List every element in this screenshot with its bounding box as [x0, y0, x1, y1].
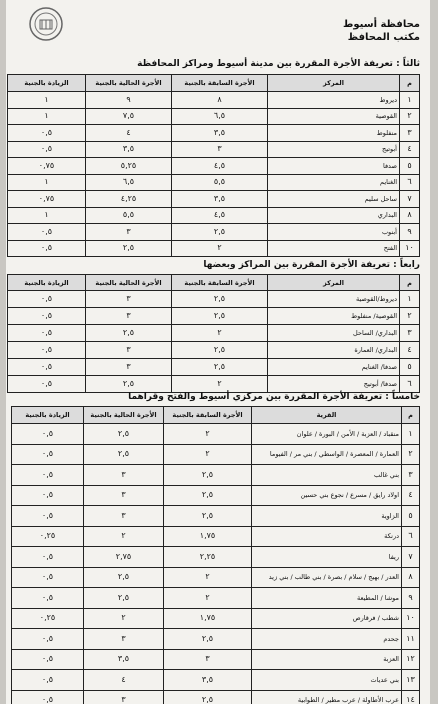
cell-row-number: ٦: [400, 174, 420, 191]
table-row: [12, 649, 420, 670]
cell-current-fare: ٢,٥: [86, 376, 172, 393]
governorate-name: محافظة أسيوط: [343, 19, 420, 30]
cell-previous-fare: ٢,٥: [164, 465, 252, 486]
cell-current-fare: ٣: [84, 485, 164, 506]
cell-name: صدفا: [268, 158, 400, 175]
cell-current-fare: ٢,٥: [84, 567, 164, 588]
cell-previous-fare: ٢,٥: [172, 342, 268, 359]
cell-current-fare: ٢: [84, 608, 164, 629]
cell-name: درنكة: [252, 526, 402, 547]
cell-increase: ٠,٥: [12, 485, 84, 506]
cell-current-fare: ٢,٥: [84, 444, 164, 465]
cell-name: بني غالب: [252, 465, 402, 486]
cell-previous-fare: ٢: [164, 444, 252, 465]
column-header-row-number: م: [400, 75, 420, 92]
cell-increase: ١: [8, 108, 86, 125]
cell-previous-fare: ٤,٥: [172, 207, 268, 224]
cell-increase: ٠,٥: [12, 629, 84, 650]
cell-previous-fare: ٦,٥: [172, 108, 268, 125]
cell-current-fare: ٧,٥: [86, 108, 172, 125]
cell-increase: ٠,٥: [12, 444, 84, 465]
cell-previous-fare: ٢,٥: [172, 291, 268, 308]
cell-previous-fare: ٣,٥: [164, 670, 252, 691]
table-row: [8, 207, 420, 224]
section-4-title: رابعاً : تعريفة الأجرة المقررة بين المراكز وبعضها: [203, 260, 420, 270]
table-row: [8, 325, 420, 342]
cell-previous-fare: ٢,٥: [172, 359, 268, 376]
cell-current-fare: ٢,٧٥: [84, 547, 164, 568]
cell-current-fare: ٦,٥: [86, 174, 172, 191]
cell-row-number: ١٣: [402, 670, 420, 691]
cell-previous-fare: ٣: [164, 649, 252, 670]
column-header-name: القرية: [252, 407, 402, 424]
table-row: [12, 690, 420, 704]
cell-name: ديروط: [268, 92, 400, 109]
column-header-increase: الزيادة بالجنية: [12, 407, 84, 424]
cell-current-fare: ٢,٥: [84, 424, 164, 445]
cell-name: ساحل سليم: [268, 191, 400, 208]
table-row: [8, 158, 420, 175]
cell-row-number: ٩: [402, 588, 420, 609]
cell-current-fare: ٣: [84, 629, 164, 650]
cell-row-number: ١: [400, 92, 420, 109]
column-header-increase: الزيادة بالجنية: [8, 275, 86, 291]
cell-current-fare: ٢,٥: [86, 325, 172, 342]
table-header-row: [8, 75, 420, 92]
cell-name: البداري: [268, 207, 400, 224]
cell-previous-fare: ٢,٢٥: [164, 547, 252, 568]
cell-increase: ١: [8, 174, 86, 191]
table-row: [8, 359, 420, 376]
cell-increase: ٠,٧٥: [8, 158, 86, 175]
cell-previous-fare: ٢: [172, 325, 268, 342]
cell-current-fare: ٢,٥: [84, 588, 164, 609]
cell-current-fare: ٩: [86, 92, 172, 109]
table-row: [8, 224, 420, 241]
cell-name: صدفا/ الغنايم: [268, 359, 400, 376]
cell-name: موشا / المطيعة: [252, 588, 402, 609]
table-row: [12, 670, 420, 691]
cell-name: بني عديات: [252, 670, 402, 691]
table-row: [12, 608, 420, 629]
cell-row-number: ٤: [402, 485, 420, 506]
cell-current-fare: ٣: [86, 308, 172, 325]
cell-increase: ٠,٥: [12, 567, 84, 588]
cell-current-fare: ٣: [86, 224, 172, 241]
cell-name: جحدم: [252, 629, 402, 650]
cell-previous-fare: ٢: [164, 424, 252, 445]
table-row: [12, 444, 420, 465]
cell-row-number: ٤: [400, 342, 420, 359]
cell-increase: ٠,٥: [8, 376, 86, 393]
cell-increase: ٠,٥: [8, 141, 86, 158]
table-row: [12, 629, 420, 650]
column-header-previous-fare: الأجرة السابقة بالجنية: [164, 407, 252, 424]
table-row: [8, 174, 420, 191]
cell-row-number: ١٠: [400, 240, 420, 257]
section-5-title: خامساً : تعريفة الأجرة المقررة بين مركزي أسيوط والفتح وقراهما: [128, 392, 420, 402]
column-header-previous-fare: الأجرة السابقة بالجنية: [172, 275, 268, 291]
table-row: [8, 376, 420, 393]
cell-previous-fare: ٢: [164, 588, 252, 609]
column-header-current-fare: الأجرة الحالية بالجنية: [86, 75, 172, 92]
cell-previous-fare: ٣,٥: [172, 125, 268, 142]
cell-name: صدفا/ أبوتيج: [268, 376, 400, 393]
cell-row-number: ٢: [402, 444, 420, 465]
cell-previous-fare: ٢,٥: [164, 506, 252, 527]
cell-increase: ٠,٥: [8, 224, 86, 241]
cell-previous-fare: ٢,٥: [172, 308, 268, 325]
cell-previous-fare: ٣,٥: [172, 191, 268, 208]
governorate-seal-icon: [28, 6, 64, 42]
cell-name: شطب / فرقارص: [252, 608, 402, 629]
cell-previous-fare: ٢: [172, 240, 268, 257]
table-row: [12, 567, 420, 588]
table-row: [8, 92, 420, 109]
cell-increase: ٠,٥: [8, 325, 86, 342]
table-row: [8, 291, 420, 308]
table-row: [8, 240, 420, 257]
cell-row-number: ١٠: [402, 608, 420, 629]
cell-current-fare: ٥,٢٥: [86, 158, 172, 175]
cell-name: العمارة / المعصرة / الواسطي / بني مر / الفيوما: [252, 444, 402, 465]
table-row: [8, 125, 420, 142]
cell-name: الزاوية: [252, 506, 402, 527]
cell-name: البداري/ العمارة: [268, 342, 400, 359]
cell-previous-fare: ٢,٥: [164, 629, 252, 650]
cell-name: ريفا: [252, 547, 402, 568]
cell-name: اولاد رايق / مسرع / نجوع بني حسين: [252, 485, 402, 506]
column-header-previous-fare: الأجرة السابقة بالجنية: [172, 75, 268, 92]
cell-name: أبوتيج: [268, 141, 400, 158]
cell-row-number: ٤: [400, 141, 420, 158]
column-header-row-number: م: [400, 275, 420, 291]
cell-row-number: ٧: [400, 191, 420, 208]
cell-previous-fare: ٣: [172, 141, 268, 158]
cell-increase: ٠,٧٥: [8, 191, 86, 208]
cell-current-fare: ٣: [86, 291, 172, 308]
table-row: [12, 547, 420, 568]
table-row: [8, 308, 420, 325]
cell-row-number: ٣: [400, 125, 420, 142]
cell-name: العدر / بهيج / سلام / بصرة / بني طالب / بني زيد: [252, 567, 402, 588]
cell-row-number: ١٢: [402, 649, 420, 670]
cell-previous-fare: ٢,٥: [164, 690, 252, 704]
cell-row-number: ٨: [402, 567, 420, 588]
document-page: [6, 0, 430, 704]
column-header-current-fare: الأجرة الحالية بالجنية: [86, 275, 172, 291]
cell-name: أبنوب: [268, 224, 400, 241]
cell-current-fare: ٣: [84, 506, 164, 527]
cell-increase: ٠,٥: [8, 291, 86, 308]
cell-increase: ٠,٥: [12, 424, 84, 445]
cell-row-number: ١٤: [402, 690, 420, 704]
cell-current-fare: ٥,٥: [86, 207, 172, 224]
cell-previous-fare: ٢,٥: [164, 485, 252, 506]
column-header-row-number: م: [402, 407, 420, 424]
cell-increase: ٠,٢٥: [12, 526, 84, 547]
cell-current-fare: ٤: [84, 670, 164, 691]
cell-row-number: ٥: [402, 506, 420, 527]
cell-increase: ٠,٥: [12, 588, 84, 609]
cell-name: منفلوط: [268, 125, 400, 142]
cell-increase: ٠,٥: [12, 649, 84, 670]
column-header-current-fare: الأجرة الحالية بالجنية: [84, 407, 164, 424]
cell-name: ديروط/القوصية: [268, 291, 400, 308]
cell-increase: ٠,٥: [12, 670, 84, 691]
cell-name: عرب الأطاولة / عرب مطير / الطوابية: [252, 690, 402, 704]
cell-increase: ١: [8, 92, 86, 109]
cell-increase: ٠,٥: [12, 690, 84, 704]
cell-current-fare: ٣: [84, 690, 164, 704]
column-header-increase: الزيادة بالجنية: [8, 75, 86, 92]
cell-row-number: ٧: [402, 547, 420, 568]
cell-increase: ٠,٥: [8, 342, 86, 359]
table-header-row: [12, 407, 420, 424]
table-row: [8, 191, 420, 208]
table-row: [8, 141, 420, 158]
cell-row-number: ٢: [400, 308, 420, 325]
cell-row-number: ٨: [400, 207, 420, 224]
cell-row-number: ٥: [400, 158, 420, 175]
cell-previous-fare: ٨: [172, 92, 268, 109]
table-row: [12, 526, 420, 547]
cell-name: الفتح: [268, 240, 400, 257]
table-row: [8, 342, 420, 359]
cell-row-number: ٣: [400, 325, 420, 342]
cell-increase: ٠,٥: [12, 465, 84, 486]
cell-previous-fare: ٢: [172, 376, 268, 393]
cell-current-fare: ٤,٢٥: [86, 191, 172, 208]
cell-current-fare: ٣,٥: [84, 649, 164, 670]
cell-current-fare: ٤: [86, 125, 172, 142]
cell-current-fare: ٢: [84, 526, 164, 547]
cell-previous-fare: ١,٧٥: [164, 526, 252, 547]
cell-increase: ٠,٥: [12, 547, 84, 568]
cell-name: البداري/ الساحل: [268, 325, 400, 342]
cell-current-fare: ٣,٥: [86, 141, 172, 158]
column-header-name: المركز: [268, 275, 400, 291]
cell-previous-fare: ٤,٥: [172, 158, 268, 175]
cell-row-number: ١: [402, 424, 420, 445]
table-row: [12, 485, 420, 506]
cell-name: القوصية/ منفلوط: [268, 308, 400, 325]
cell-row-number: ٣: [402, 465, 420, 486]
cell-row-number: ٦: [400, 376, 420, 393]
cell-increase: ٠,٥: [12, 506, 84, 527]
cell-increase: ٠,٥: [8, 125, 86, 142]
table-row: [12, 506, 420, 527]
cell-row-number: ١١: [402, 629, 420, 650]
cell-current-fare: ٣: [86, 342, 172, 359]
cell-row-number: ٢: [400, 108, 420, 125]
fare-table: [7, 274, 420, 393]
cell-row-number: ٩: [400, 224, 420, 241]
letterhead: [343, 18, 420, 44]
table-row: [12, 424, 420, 445]
cell-previous-fare: ٢: [164, 567, 252, 588]
fare-table: [7, 74, 420, 257]
column-header-name: المركز: [268, 75, 400, 92]
table-row: [8, 108, 420, 125]
cell-increase: ١: [8, 207, 86, 224]
cell-row-number: ١: [400, 291, 420, 308]
cell-name: الغنايم: [268, 174, 400, 191]
cell-row-number: ٦: [402, 526, 420, 547]
cell-current-fare: ٢,٥: [86, 240, 172, 257]
cell-increase: ٠,٥: [8, 359, 86, 376]
cell-name: القوصية: [268, 108, 400, 125]
fare-table: [11, 406, 420, 704]
cell-name: العزبة: [252, 649, 402, 670]
office-name: مكتب المحافظ: [347, 32, 420, 43]
cell-increase: ٠,٥: [8, 308, 86, 325]
table-header-row: [8, 275, 420, 291]
cell-name: منقباد / العزبة / الأمن / البورة / علوان: [252, 424, 402, 445]
section-3-title: ثالثاً : تعريفة الأجرة المقررة بين مدينة أسيوط ومراكز المحافظة: [137, 59, 420, 69]
table-row: [12, 465, 420, 486]
cell-increase: ٠,٥: [8, 240, 86, 257]
cell-current-fare: ٣: [86, 359, 172, 376]
table-row: [12, 588, 420, 609]
cell-previous-fare: ٥,٥: [172, 174, 268, 191]
cell-row-number: ٥: [400, 359, 420, 376]
cell-increase: ٠,٢٥: [12, 608, 84, 629]
cell-current-fare: ٣: [84, 465, 164, 486]
cell-previous-fare: ٢,٥: [172, 224, 268, 241]
cell-previous-fare: ١,٧٥: [164, 608, 252, 629]
